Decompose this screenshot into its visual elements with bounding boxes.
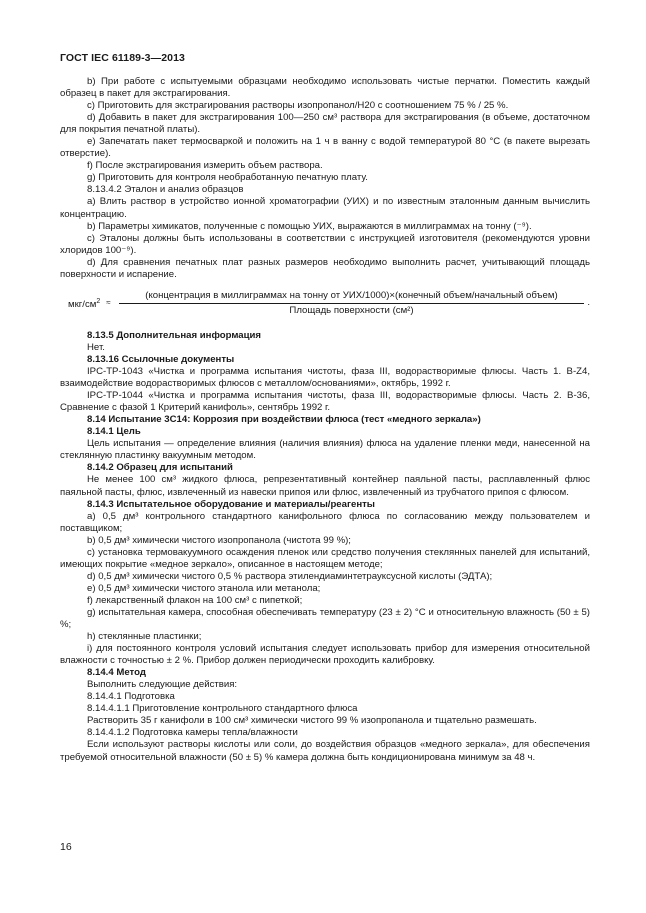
formula-fraction <box>119 290 585 317</box>
paragraph: h) стеклянные пластинки; <box>87 631 202 643</box>
paragraph: b) Параметры химикатов, полученные с помощью УИХ, выражаются в миллиграммах на тонну (⁻⁹). <box>87 220 532 232</box>
section-heading: 8.14.1 Цель <box>87 426 141 438</box>
paragraph-group-bottom <box>60 330 590 764</box>
section-heading: 8.14.3 Испытательное оборудование и материалы/реагенты <box>87 498 375 510</box>
section-heading: 8.13.16 Ссылочные документы <box>87 353 235 365</box>
paragraph: b) При работе с испытуемыми образцами необходимо использовать чистые перчатки. Поместить каждый образец в пакет для экстрагирования. <box>60 76 590 100</box>
paragraph: i) для постоянного контроля условий испытания следует использовать прибор для измерения относительной влажности с точностью ± 2 %. Прибор должен периодически проходить калибровку. <box>60 643 590 667</box>
paragraph: IPC-TP-1044 «Чистка и программа испытания чистоты, фаза III, водорастворимые флюсы. Часть 2. B-36, Сравнение с фазой 1 Критерий канифоль», сентябрь 1992 г. <box>60 390 590 414</box>
paragraph: b) 0,5 дм³ химически чистого изопропанола (чистота 99 %); <box>87 534 351 546</box>
paragraph: Не менее 100 см³ жидкого флюса, репрезентативный контейнер паяльной пасты, расплавленный флюс паяльной пасты, флюс, извлеченный из навески припоя или флюс, извлеченный из трубчатого припоя с флюсом. <box>60 474 590 498</box>
paragraph: a) 0,5 дм³ контрольного стандартного канифольного флюса по согласованию между пользователем и поставщиком; <box>60 510 590 534</box>
paragraph: d) Для сравнения печатных плат разных размеров необходимо выполнить расчет, учитывающий площадь поверхности и испарение. <box>60 256 590 280</box>
paragraph: Выполнить следующие действия: <box>87 679 238 691</box>
paragraph: Цель испытания — определение влияния (наличия влияния) флюса на удаление пленки меди, нанесенной на стеклянную пластинку вакуумным методом. <box>60 438 590 462</box>
formula-approx-sign: ≈ <box>106 298 111 308</box>
paragraph: f) После экстрагирования измерить объем раствора. <box>87 160 323 172</box>
paragraph: c) Приготовить для экстрагирования растворы изопропанол/Н20 с соотношением 75 % / 25 %. <box>87 100 509 112</box>
formula-end-period: . <box>587 297 590 309</box>
paragraph: d) 0,5 дм³ химически чистого 0,5 % раствора этилендиаминтетрауксусной кислоты (ЭДТА); <box>87 570 493 582</box>
formula-lhs-unit: мкг/см <box>68 298 97 310</box>
paragraph: g) Приготовить для контроля необработанную печатную плату. <box>87 172 368 184</box>
paragraph: c) установка термовакуумного осаждения пленок или средство получения стеклянных панелей для испытаний, имеющих покрытие «медное зеркало», описанное в настоящем методе; <box>60 546 590 570</box>
formula-numerator: (концентрация в миллиграммах на тонну от УИХ/1000)×(конечный объем/начальный объем) <box>145 289 558 301</box>
section-heading: 8.14.2 Образец для испытаний <box>87 462 233 474</box>
formula-lhs <box>68 296 100 311</box>
formula-denominator: Площадь поверхности (см²) <box>289 304 414 316</box>
paragraph: IPC-TP-1043 «Чистка и программа испытания чистоты, фаза III, водорастворимые флюсы. Часть 1. B-Z4, взаимодействие водорастворимых флюсов с металлом/основаниями», октябрь, 1992 г. <box>60 366 590 390</box>
formula-lhs-exponent: 2 <box>96 297 101 305</box>
paragraph: Если используют растворы кислоты или соли, до воздействия образцов «медного зеркала», для обеспечения требуемой относительной влажности (50 ± 5) % камера должна быть кондиционирована минимум за 48 ч. <box>60 739 590 763</box>
paragraph-group-top <box>60 76 590 281</box>
document-body <box>60 76 590 764</box>
page-header-standard-code: ГОСТ IEC 61189-3—2013 <box>60 52 185 64</box>
page-number: 16 <box>60 841 72 853</box>
paragraph: e) 0,5 дм³ химически чистого этанола или метанола; <box>87 582 321 594</box>
paragraph: Нет. <box>87 341 105 353</box>
paragraph: Растворить 35 г канифоли в 100 см³ химически чистого 99 % изопропанола и тщательно размешать. <box>87 715 537 727</box>
formula <box>60 290 590 317</box>
paragraph: 8.14.4.1.1 Приготовление контрольного стандартного флюса <box>87 703 358 715</box>
paragraph: 8.14.4.1.2 Подготовка камеры тепла/влажности <box>87 727 298 739</box>
paragraph: 8.13.4.2 Эталон и анализ образцов <box>87 184 244 196</box>
paragraph: d) Добавить в пакет для экстрагирования 100—250 см³ раствора для экстрагирования (в объеме, достаточном для покрытия печатной платы). <box>60 112 590 136</box>
paragraph: f) лекарственный флакон на 100 см³ с пипеткой; <box>87 594 303 606</box>
paragraph: c) Эталоны должны быть использованы в соответствии с инструкцией изготовителя (рекомендуются уровни хлоридов 100⁻⁹). <box>60 232 590 256</box>
paragraph: a) Влить раствор в устройство ионной хроматографии (УИХ) и по известным эталонным данным вычислить концентрацию. <box>60 196 590 220</box>
paragraph: 8.14.4.1 Подготовка <box>87 691 175 703</box>
section-heading: 8.14.4 Метод <box>87 667 146 679</box>
section-heading: 8.13.5 Дополнительная информация <box>87 329 262 341</box>
paragraph: e) Запечатать пакет термосваркой и положить на 1 ч в ванну с водой температурой 80 °С (в пакете вырезать отверстие). <box>60 136 590 160</box>
section-heading: 8.14 Испытание 3С14: Коррозия при воздействии флюса (тест «медного зеркала») <box>87 414 481 426</box>
paragraph: g) испытательная камера, способная обеспечивать температуру (23 ± 2) °С и относительную влажность (50 ± 5) %; <box>60 606 590 631</box>
